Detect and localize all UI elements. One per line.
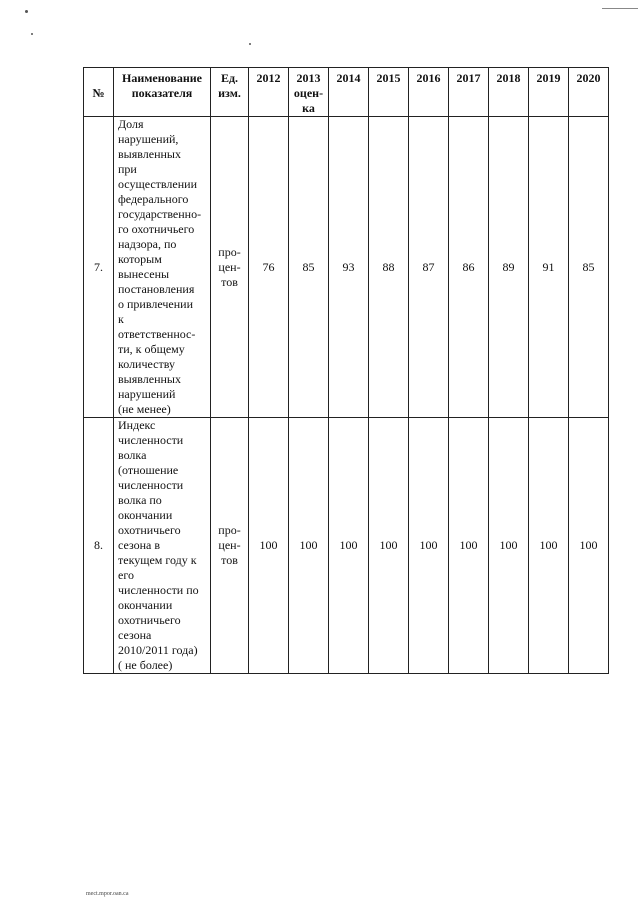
table-header-row xyxy=(84,68,609,117)
header-year: 2019 xyxy=(529,68,569,117)
scan-speck xyxy=(25,10,28,13)
header-year: 2015 xyxy=(369,68,409,117)
value-cell: 100 xyxy=(289,418,329,674)
header-num: № xyxy=(84,68,114,117)
value-cell: 85 xyxy=(289,117,329,418)
value-cell: 100 xyxy=(369,418,409,674)
indicator-name: Доля нарушений, выявленных при осуществлении федерального государственно- го охотничьего надзора, по которым вынесены постановления о привлечении к ответственнос- ти, к общему количеству выявленных нарушений (не менее) xyxy=(114,117,211,418)
unit-cell: про- цен- тов xyxy=(211,117,249,418)
value-cell: 91 xyxy=(529,117,569,418)
header-name: Наименование показателя xyxy=(114,68,211,117)
value-cell: 93 xyxy=(329,117,369,418)
table-row xyxy=(84,418,609,674)
row-number: 7. xyxy=(84,117,114,418)
value-cell: 100 xyxy=(449,418,489,674)
value-cell: 100 xyxy=(489,418,529,674)
value-cell: 100 xyxy=(529,418,569,674)
scan-line xyxy=(602,8,638,9)
indicators-table xyxy=(83,67,609,674)
header-year: 2018 xyxy=(489,68,529,117)
value-cell: 88 xyxy=(369,117,409,418)
header-year: 2016 xyxy=(409,68,449,117)
unit-cell: про- цен- тов xyxy=(211,418,249,674)
footer-mark: mect.mpor.oan.ca xyxy=(86,891,129,897)
value-cell: 76 xyxy=(249,117,289,418)
value-cell: 89 xyxy=(489,117,529,418)
value-cell: 100 xyxy=(249,418,289,674)
value-cell: 85 xyxy=(569,117,609,418)
header-year: 2014 xyxy=(329,68,369,117)
value-cell: 86 xyxy=(449,117,489,418)
value-cell: 100 xyxy=(569,418,609,674)
header-year: 2012 xyxy=(249,68,289,117)
value-cell: 100 xyxy=(329,418,369,674)
header-year: 2017 xyxy=(449,68,489,117)
header-year: 2020 xyxy=(569,68,609,117)
header-unit: Ед. изм. xyxy=(211,68,249,117)
row-number: 8. xyxy=(84,418,114,674)
table-row xyxy=(84,117,609,418)
header-year: 2013 оцен- ка xyxy=(289,68,329,117)
scan-speck xyxy=(249,43,251,45)
indicator-name: Индекс численности волка (отношение численности волка по окончании охотничьего сезона в текущем году к его численности по окончании охотничьего сезона 2010/2011 года) ( не более) xyxy=(114,418,211,674)
value-cell: 87 xyxy=(409,117,449,418)
value-cell: 100 xyxy=(409,418,449,674)
scan-speck xyxy=(31,33,33,35)
